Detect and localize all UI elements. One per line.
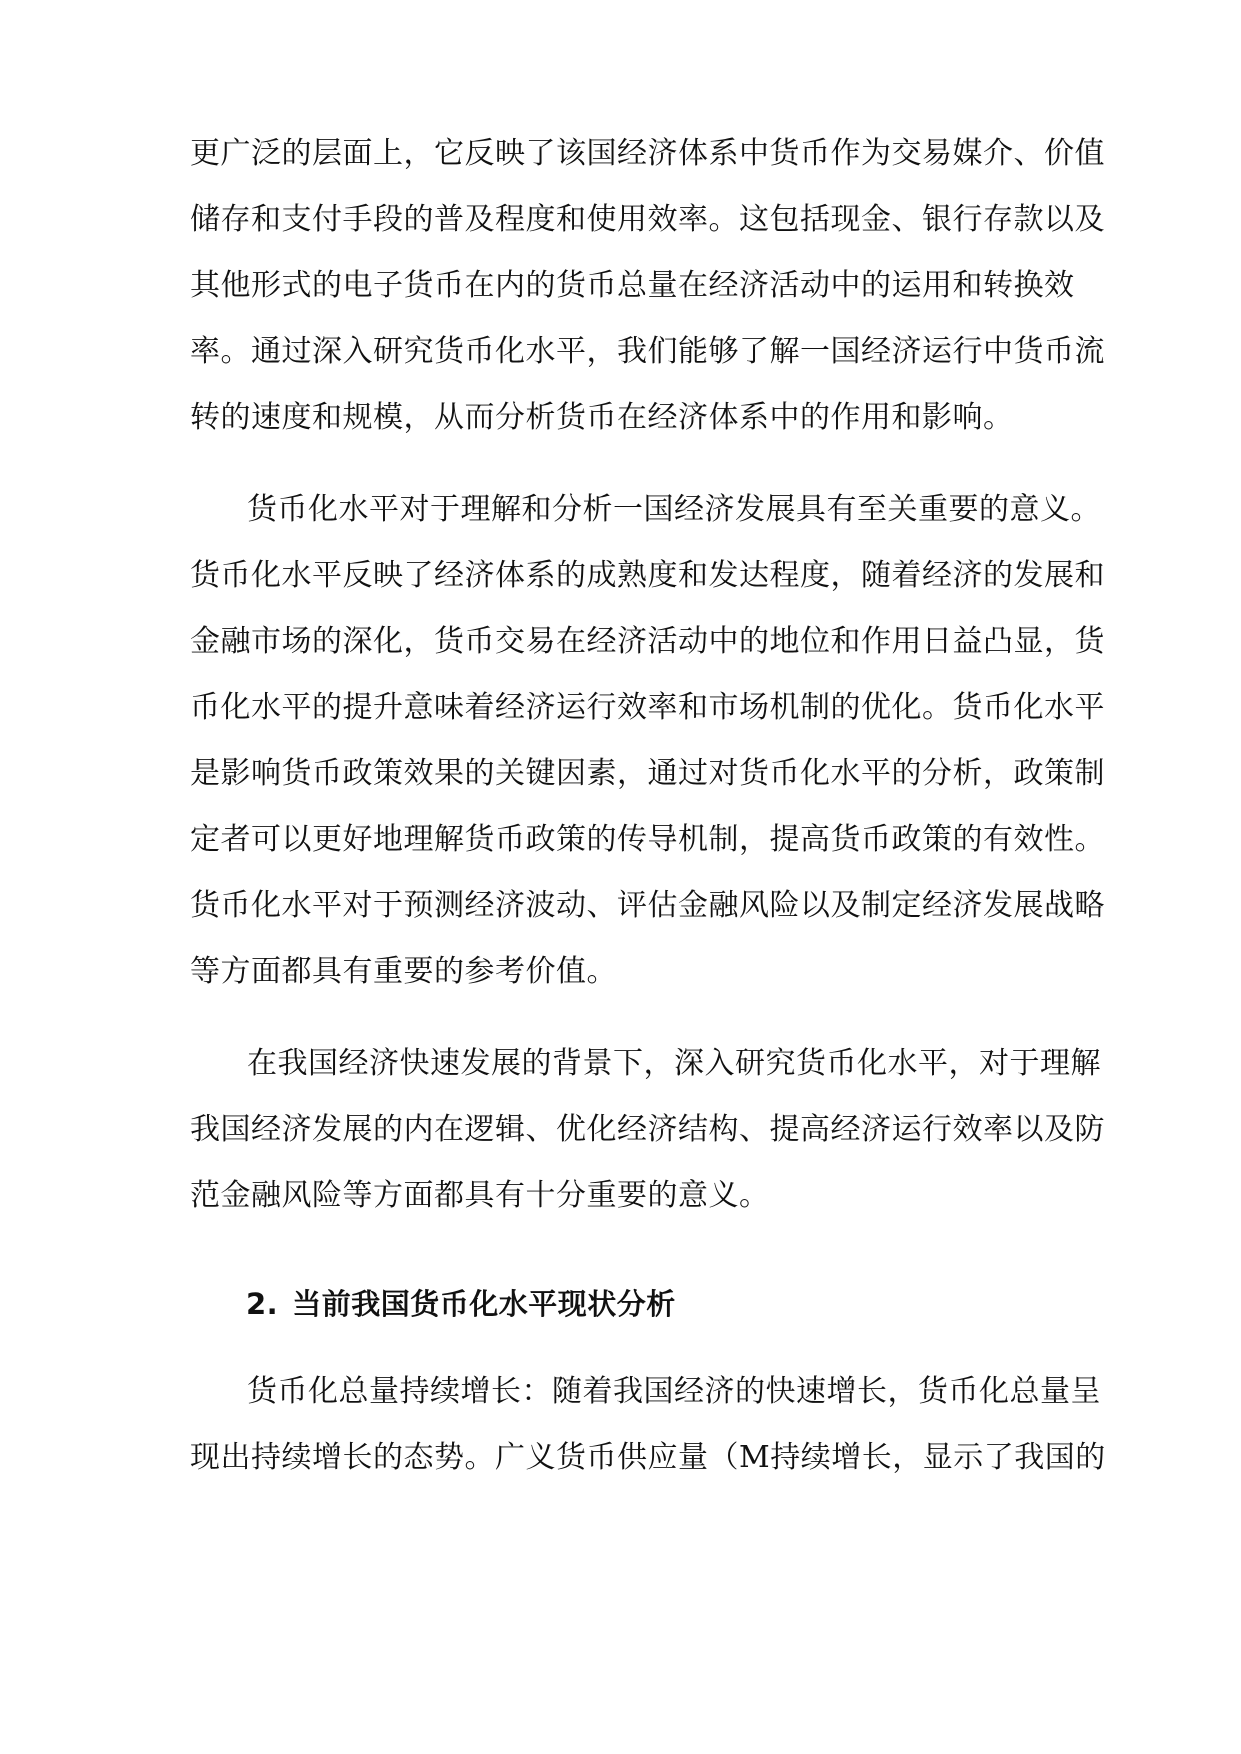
paragraph-4-line-1: 货币化总量持续增长：随着我国经济的快速增长，货币化总量呈 <box>247 1374 1101 1409</box>
paragraph-2-line-3: 金融市场的深化，货币交易在经济活动中的地位和作用日益凸显，货 <box>190 624 1105 659</box>
paragraph-1-line-1: 更广泛的层面上，它反映了该国经济体系中货币作为交易媒介、价值 <box>190 136 1105 171</box>
section-title: 当前我国货币化水平现状分析 <box>292 1287 676 1321</box>
paragraph-1-line-2: 储存和支付手段的普及程度和使用效率。这包括现金、银行存款以及 <box>190 202 1105 237</box>
paragraph-2-line-1: 货币化水平对于理解和分析一国经济发展具有至关重要的意义。 <box>247 492 1101 527</box>
paragraph-1-line-3: 其他形式的电子货币在内的货币总量在经济活动中的运用和转换效 <box>190 268 1075 303</box>
paragraph-3-line-3: 范金融风险等方面都具有十分重要的意义。 <box>190 1178 770 1213</box>
paragraph-4-line-2: 现出持续增长的态势。广义货币供应量（M持续增长，显示了我国的 <box>190 1440 1106 1475</box>
paragraph-2-line-8: 等方面都具有重要的参考价值。 <box>190 954 617 989</box>
paragraph-2-line-7: 货币化水平对于预测经济波动、评估金融风险以及制定经济发展战略 <box>190 888 1105 923</box>
paragraph-2-line-5: 是影响货币政策效果的关键因素，通过对货币化水平的分析，政策制 <box>190 756 1105 791</box>
paragraph-2-line-4: 币化水平的提升意味着经济运行效率和市场机制的优化。货币化水平 <box>190 690 1105 725</box>
paragraph-3-line-2: 我国经济发展的内在逻辑、优化经济结构、提高经济运行效率以及防 <box>190 1112 1105 1147</box>
paragraph-2-line-2: 货币化水平反映了经济体系的成熟度和发达程度，随着经济的发展和 <box>190 558 1105 593</box>
paragraph-1-line-5: 转的速度和规模，从而分析货币在经济体系中的作用和影响。 <box>190 400 1014 435</box>
paragraph-3-line-1: 在我国经济快速发展的背景下，深入研究货币化水平，对于理解 <box>247 1046 1101 1081</box>
paragraph-2-line-6: 定者可以更好地理解货币政策的传导机制，提高货币政策的有效性。 <box>190 822 1105 857</box>
section-heading <box>246 1280 946 1328</box>
section-number: 2. <box>246 1287 279 1321</box>
paragraph-1-line-4: 率。通过深入研究货币化水平，我们能够了解一国经济运行中货币流 <box>190 334 1105 369</box>
